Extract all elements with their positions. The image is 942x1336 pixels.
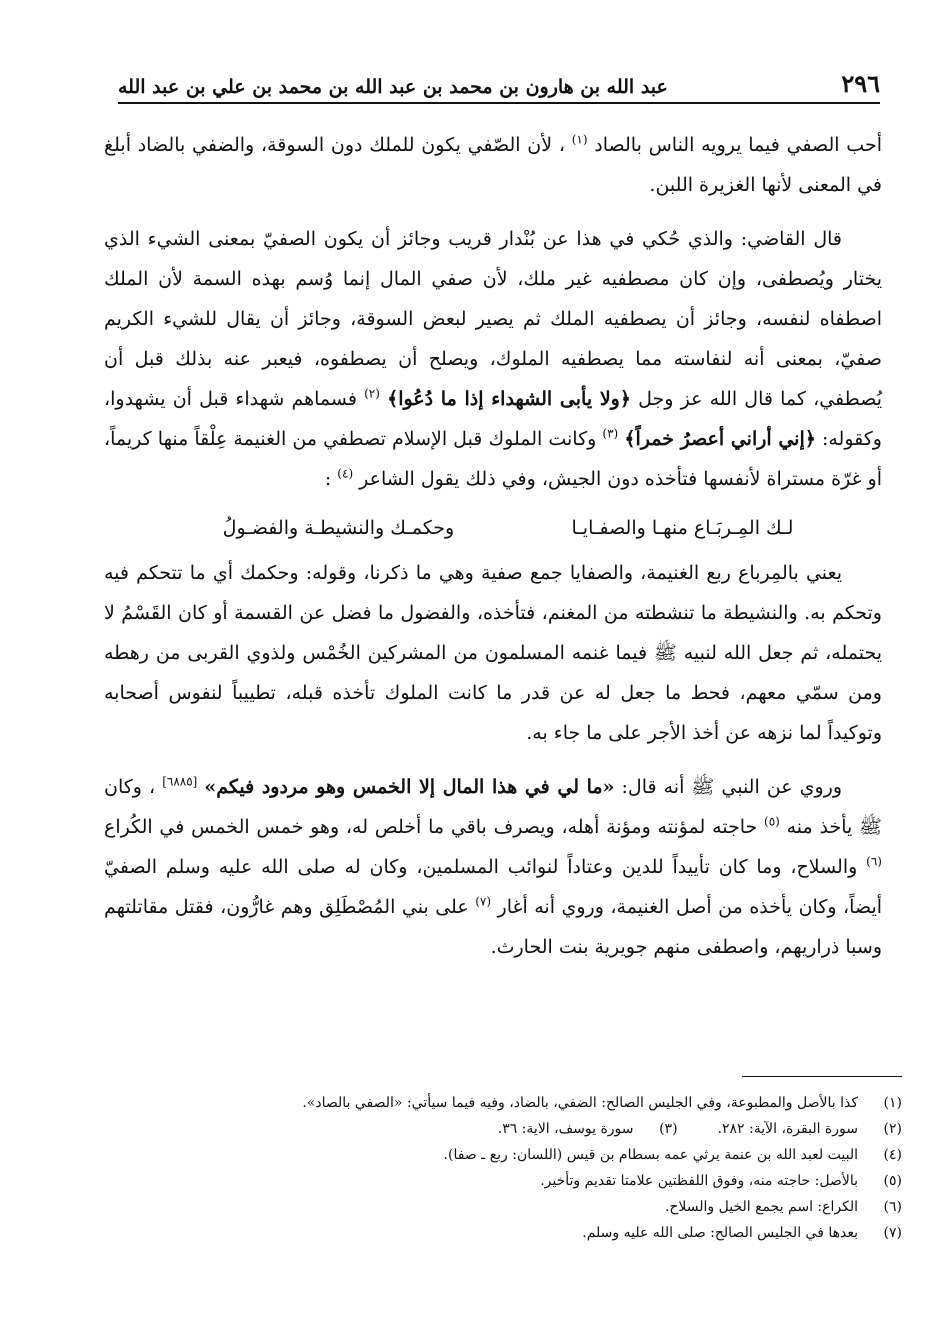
verse-first-hemistich: لـك المِـربَـاع منهـا والصفـايـا bbox=[571, 517, 794, 539]
footnote-ref-1: (١) bbox=[571, 132, 588, 147]
footnote-1: (١) كذا بالأصل والمطبوعة، وفي الجليس الصالح: الضفي، بالضاد، وفيه فيما سيأتي: «الصفي بالصاد». bbox=[302, 1095, 902, 1111]
quran-quote-2: ﴿إني أراني أعصرُ خمراً﴾ bbox=[624, 428, 816, 450]
verse-second-hemistich: وحكمـك والنشيطـة والفضـولُ bbox=[222, 517, 455, 539]
footnotes bbox=[150, 1090, 902, 1246]
hadith-quote: «ما لي في هذا المال إلا الخمس وهو مردود فيكم» bbox=[204, 776, 615, 798]
footnote-ref-7: (٧) bbox=[475, 894, 492, 909]
footnote-divider bbox=[742, 1076, 902, 1077]
hadith-number: [٦٨٨٥] bbox=[162, 774, 198, 789]
footnote-2-3: (٢) سورة البقرة، الآية: ٢٨٢. (٣) سورة يوسف، الاية: ٣٦. bbox=[497, 1121, 902, 1137]
header-title: عبد الله بن هارون بن محمد بن عبد الله بن محمد بن علي بن عبد الله bbox=[118, 76, 668, 98]
footnote-ref-6: (٦) bbox=[866, 854, 882, 869]
footnote-4: (٤) البيت لعبد الله بن عنمة يرثي عمه بسطام بن قيس (اللسان: ربع ـ صفا). bbox=[443, 1147, 902, 1163]
footnote-ref-3: (٣) bbox=[602, 426, 619, 441]
page-number: ٢٩٦ bbox=[841, 69, 880, 98]
paragraph-3: يعني بالمِرباع ربع الغنيمة، والصفايا جمع صفية وهي ما ذكرنا، وقوله: وحكمك أي ما تتحكم فيه وتحكم به. والنشيطة ما تنشطته من المغنم، فتأخذه، والفضول ما فضل عن القسمة أو كان القَسْمُ لا يحتمله، ثم جعل الله لنبيه ﷺ فيما غنمه المسلمون من المشركين الخُمْس ولذوي القربى من رهطه ومن سمّي معهم، فحط ما جعل له عن قدر ما كانت الملوك تأخذه قبله، تطييباً لنفوس أصحابه وتوكيداً لما نزهه عن أخذ الأجر على ما جاء به. bbox=[104, 562, 883, 744]
paragraph-2: قال القاضي: والذي حُكي في هذا عن بُنْدار قريب وجائز أن يكون الصفيّ بمعنى الشيء الذي يختار ويُصطفى، وإن كان مصطفيه غير ملك، لأن صفي المال إنما وُسم بهذه السمة لأن الملك اصطفاه لنفسه، وجائز أن يصطفيه الملك ثم يصير لبعض السوقة، وجائز أن يقال للشيء الكريم صفيّ، بمعنى أنه لنفاسته مما يصطفيه الملوك، ويصلح أن يصطفوه، فيعبر عنه بذلك قبل أن يُصطفي، كما قال الله عز وجل ﴿ولا يأبى الشهداء إذا ما دُعُوا﴾ $^{(٢)}$ فسماهم شهداء قبل أن يشهدوا، وكقوله: ﴿إني أراني أعصرُ خمراً﴾ $^{(٣)}$ وكانت الملوك قبل الإسلام تصطفي من الغنيمة عِلْقاً منها كريماً، أو غرّة مستراة لأنفسها فتأخذه دون الجيش، وفي ذلك يقول الشاعر $^{(٤)}$ : bbox=[104, 228, 882, 490]
main-text bbox=[104, 125, 882, 967]
footnote-7: (٧) بعدها في الجليس الصالح: صلى الله عليه وسلم. bbox=[582, 1225, 902, 1241]
footnote-ref-2: (٢) bbox=[364, 386, 380, 401]
paragraph-4: وروي عن النبي ﷺ أنه قال: «ما لي في هذا المال إلا الخمس وهو مردود فيكم» [٦٨٨٥] ، وكان ﷺ يأخذ منه $^{(٥)}$ حاجته لمؤنته ومؤنة أهله، ويصرف باقي ما أخلص له، وهو خمس الخمس في الكُراع $^{(٦)}$ والسلاح، وما كان تأييداً للدين وعتاداً لنوائب المسلمين، وكان له صلى الله عليه وسلم الصفيّ أيضاً، وكان يأخذه من أصل الغنيمة، وروي أنه أغار $^{(٧)}$ على بني المُصْطَلِق وهم غارُّون، فقتل مقاتلتهم وسبا ذراريهم، واصطفى منهم جويرية بنت الحارث. bbox=[104, 774, 883, 958]
footnote-6: (٦) الكراع: اسم يجمع الخيل والسلاح. bbox=[664, 1199, 902, 1215]
footnote-5: (٥) بالأصل: حاجته منه، وفوق اللفظتين علامتا تقديم وتأخير. bbox=[540, 1173, 902, 1189]
paragraph-1: أحب الصفي فيما يرويه الناس بالصاد $^{(١)}$ ، لأن الصّفي يكون للملك دون السوقة، والضفي بالضاد أبلغ في المعنى لأنها الغزيرة اللبن. bbox=[104, 132, 882, 196]
poetry-verse bbox=[164, 507, 852, 549]
running-header bbox=[118, 58, 880, 104]
footnote-ref-5: (٥) bbox=[764, 814, 780, 829]
quran-quote-1: ﴿ولا يأبى الشهداء إذا ما دُعُوا﴾ bbox=[387, 388, 631, 410]
footnote-ref-4: (٤) bbox=[337, 466, 354, 481]
